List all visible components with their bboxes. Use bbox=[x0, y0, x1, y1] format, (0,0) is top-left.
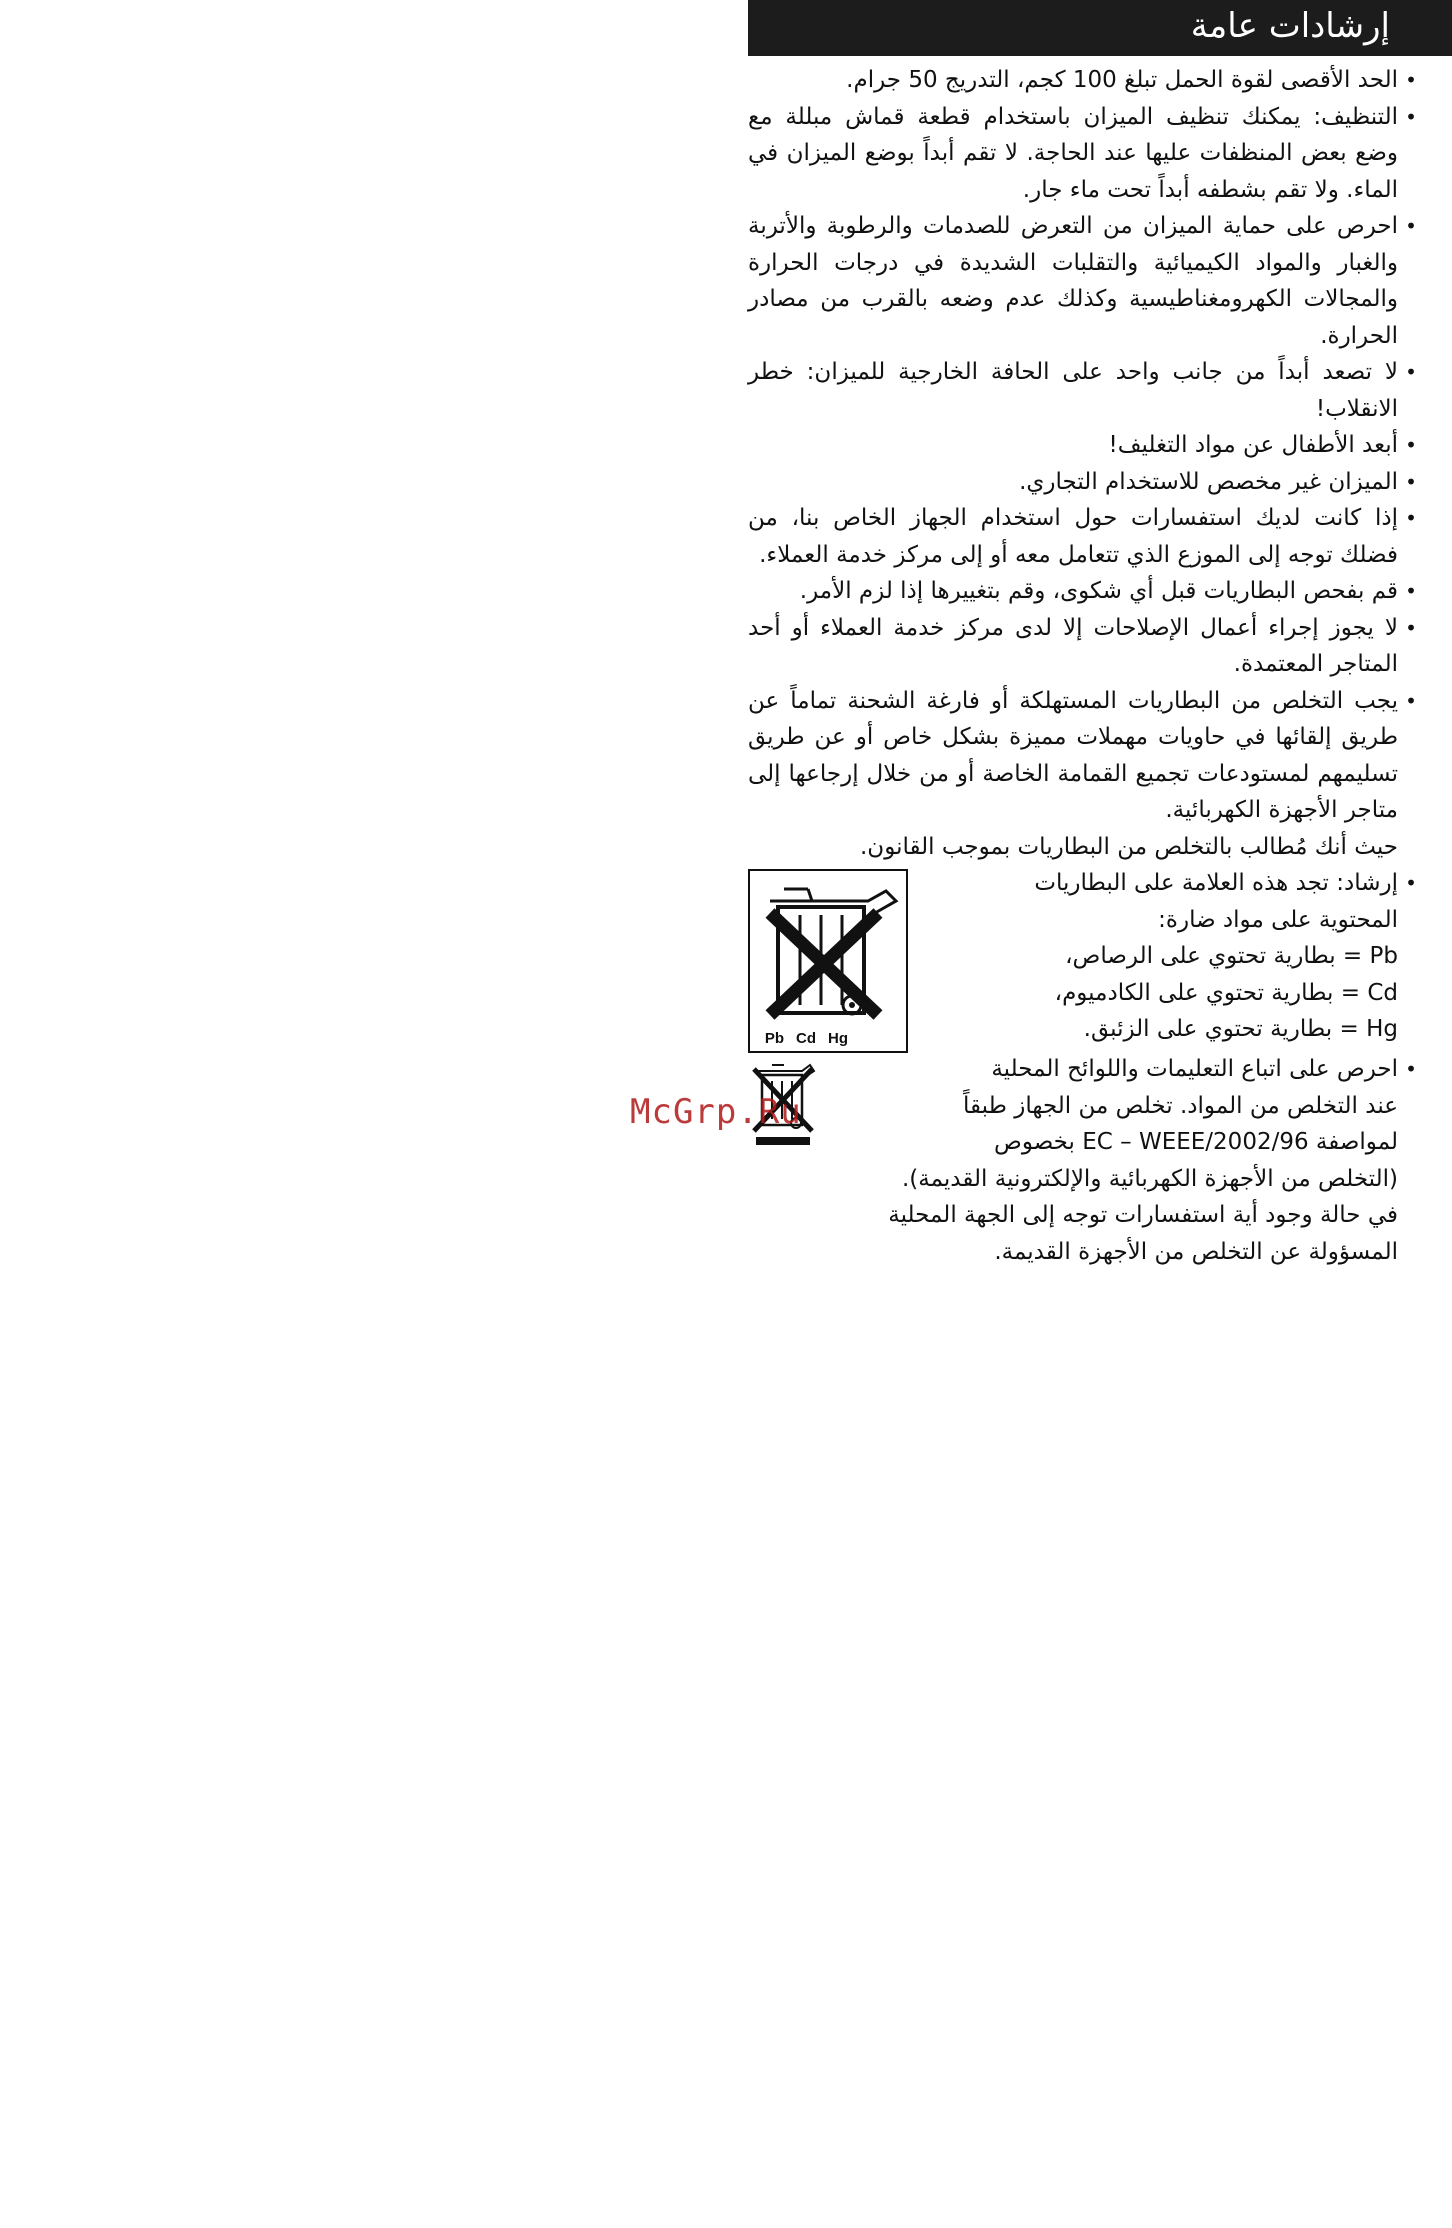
item-text: احرص على حماية الميزان من التعرض للصدمات والرطوبة والأتربة والغبار والمواد الكيميائية والتقلبات الشديدة في درجات الحرارة والمجالات الكهرومغناطيسية وكذلك عدم وضعه بالقرب من مصادر الحرارة. bbox=[748, 213, 1398, 349]
list-item bbox=[748, 464, 1420, 501]
item-text: أبعد الأطفال عن مواد التغليف! bbox=[1108, 432, 1398, 458]
watermark-text: McGrp.Ru bbox=[630, 1092, 802, 1132]
pb-mark-label: Pb bbox=[764, 1030, 784, 1047]
list-item bbox=[748, 62, 1420, 99]
weee-note-line: (التخلص من الأجهزة الكهربائية والإلكترونية القديمة). bbox=[901, 1165, 1398, 1192]
bullet-icon: • bbox=[1405, 506, 1417, 530]
bullet-icon: • bbox=[1405, 1057, 1417, 1081]
battery-note-item bbox=[748, 865, 1420, 1051]
battery-cd-line: Cd = بطارية تحتوي على الكادميوم، bbox=[1054, 979, 1398, 1006]
weee-note-line: عند التخلص من المواد. تخلص من الجهاز طبقاً bbox=[963, 1092, 1398, 1119]
item-text-law: حيث أنك مُطالب بالتخلص من البطاريات بموجب القانون. bbox=[860, 833, 1398, 860]
item-text: لا يجوز إجراء أعمال الإصلاحات إلا لدى مركز خدمة العملاء أو أحد المتاجر المعتمدة. bbox=[748, 614, 1398, 677]
weee-note-line: في حالة وجود أية استفسارات توجه إلى الجهة المحلية bbox=[888, 1202, 1398, 1228]
list-item bbox=[748, 683, 1420, 866]
bullet-icon: • bbox=[1405, 68, 1417, 92]
list-item bbox=[748, 610, 1420, 683]
list-item bbox=[748, 427, 1420, 464]
item-text: لا تصعد أبداً من جانب واحد على الحافة الخارجية للميزان: خطر الانقلاب! bbox=[748, 359, 1398, 422]
weee-note-line: المسؤولة عن التخلص من الأجهزة القديمة. bbox=[994, 1238, 1398, 1265]
bullet-icon: • bbox=[1405, 579, 1417, 603]
item-text: يجب التخلص من البطاريات المستهلكة أو فارغة الشحنة تماماً عن طريق إلقائها في حاويات مهملات مميزة بشكل خاص أو عن طريق تسليمهم لمستودعات تجميع القمامة الخاصة أو من خلال إرجاعها إلى متاجر الأجهزة الكهربائية. bbox=[748, 687, 1398, 823]
bullet-icon: • bbox=[1405, 469, 1417, 494]
cd-mark-label: Cd bbox=[796, 1030, 816, 1047]
hg-mark-label: Hg bbox=[828, 1030, 848, 1047]
bullet-icon: • bbox=[1405, 214, 1417, 238]
item-text: قم بفحص البطاريات قبل أي شكوى، وقم بتغييرها إذا لزم الأمر. bbox=[799, 578, 1398, 604]
list-item bbox=[748, 208, 1420, 354]
item-text: إذا كانت لديك استفسارات حول استخدام الجهاز الخاص بنا، من فضلك توجه إلى الموزع الذي تتعامل معه أو إلى مركز خدمة العملاء. bbox=[748, 505, 1398, 568]
bullet-icon: • bbox=[1405, 871, 1417, 895]
weee-note-item bbox=[748, 1051, 1420, 1270]
instructions-list bbox=[748, 62, 1420, 1270]
item-text: التنظيف: يمكنك تنظيف الميزان باستخدام قطعة قماش مبللة مع وضع بعض المنظفات عليها عند الحاجة. لا تقم أبداً بوضع الميزان في الماء. ولا تقم بشطفه أبداً تحت ماء جار. bbox=[748, 103, 1398, 203]
list-item bbox=[748, 99, 1420, 209]
instructions-content bbox=[748, 62, 1420, 1270]
bullet-icon: • bbox=[1405, 360, 1417, 384]
bullet-icon: • bbox=[1405, 433, 1417, 457]
list-item bbox=[748, 500, 1420, 573]
battery-pb-line: Pb = بطارية تحتوي على الرصاص، bbox=[1065, 943, 1398, 969]
bullet-icon: • bbox=[1405, 104, 1417, 129]
item-text: الحد الأقصى لقوة الحمل تبلغ 100 كجم، التدريج 50 جرام. bbox=[846, 67, 1398, 93]
weee-note-line: لمواصفة 2002/96/EC – WEEE بخصوص bbox=[994, 1129, 1398, 1155]
list-item bbox=[748, 354, 1420, 427]
battery-hg-line: Hg = بطارية تحتوي على الزئبق. bbox=[1083, 1016, 1398, 1042]
bullet-icon: • bbox=[1405, 615, 1417, 640]
bullet-icon: • bbox=[1405, 688, 1417, 713]
section-title: إرشادات عامة bbox=[1190, 6, 1390, 46]
battery-note-line: إرشاد: تجد هذه العلامة على البطاريات bbox=[1034, 870, 1398, 896]
crossed-bin-battery-icon bbox=[748, 869, 908, 1053]
list-item bbox=[748, 573, 1420, 610]
item-text: الميزان غير مخصص للاستخدام التجاري. bbox=[1019, 468, 1398, 495]
section-header bbox=[748, 0, 1452, 56]
battery-note-line: المحتوية على مواد ضارة: bbox=[1158, 906, 1398, 933]
weee-note-line: احرص على اتباع التعليمات واللوائح المحلية bbox=[991, 1056, 1398, 1082]
